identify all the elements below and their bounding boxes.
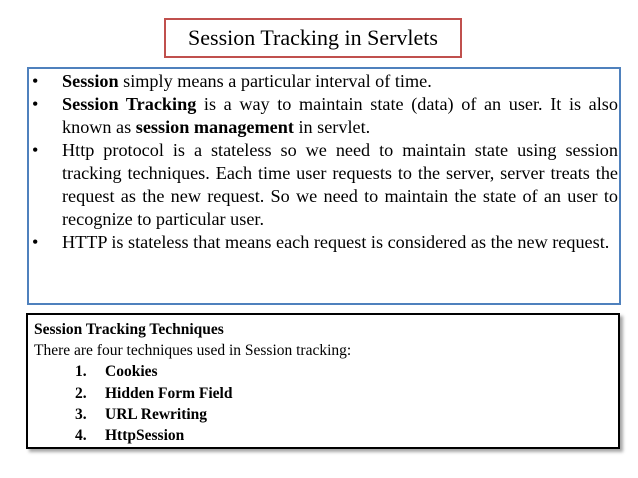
techniques-heading: Session Tracking Techniques [34, 321, 224, 338]
bullets-panel [27, 67, 621, 305]
bullet-item [32, 139, 618, 231]
techniques-intro: There are four techniques used in Session tracking: [34, 342, 352, 360]
slide-title [164, 18, 462, 58]
list-number: 2. [75, 384, 87, 402]
bullet-text: Http protocol is a stateless so we need to maintain state using session tracking techniques. Each time user requests to the server, server treats the request as the new request. So we need to maintain the state of an user to recognize to particular user. [62, 140, 618, 229]
bullet-item [32, 70, 618, 93]
list-item [34, 425, 618, 446]
list-number: 3. [75, 405, 87, 423]
list-number: 4. [75, 427, 87, 445]
bullet-rest: in servlet. [293, 117, 371, 137]
bullet-marker: • [32, 232, 39, 252]
slide-title-text: Session Tracking in Servlets [188, 25, 438, 50]
list-label: HttpSession [105, 427, 185, 445]
list-item [34, 361, 618, 382]
bullet-text [62, 70, 618, 93]
bullet-bold-term-2: session management [135, 117, 294, 137]
list-label: Cookies [105, 363, 158, 381]
techniques-panel [26, 313, 620, 449]
bullet-marker: • [32, 71, 39, 91]
list-item [34, 383, 618, 404]
bullet-bold-term: Session Tracking [62, 94, 197, 114]
list-item [34, 404, 618, 425]
bullet-rest: simply means a particular interval of time. [118, 71, 432, 91]
list-label: Hidden Form Field [105, 384, 233, 402]
bullet-text: HTTP is stateless that means each request is considered as the new request. [62, 232, 610, 252]
bullet-text [62, 93, 618, 139]
bullet-marker: • [32, 140, 39, 160]
bullet-item [32, 93, 618, 139]
list-number: 1. [75, 363, 87, 381]
bullet-bold-term: Session [62, 71, 119, 91]
list-label: URL Rewriting [105, 405, 208, 423]
techniques-list [34, 361, 618, 446]
bullet-mid: is a way to maintain state (data) of an user. It is also known as [62, 94, 618, 137]
bullet-item [32, 231, 618, 254]
bullet-marker: • [32, 94, 39, 114]
